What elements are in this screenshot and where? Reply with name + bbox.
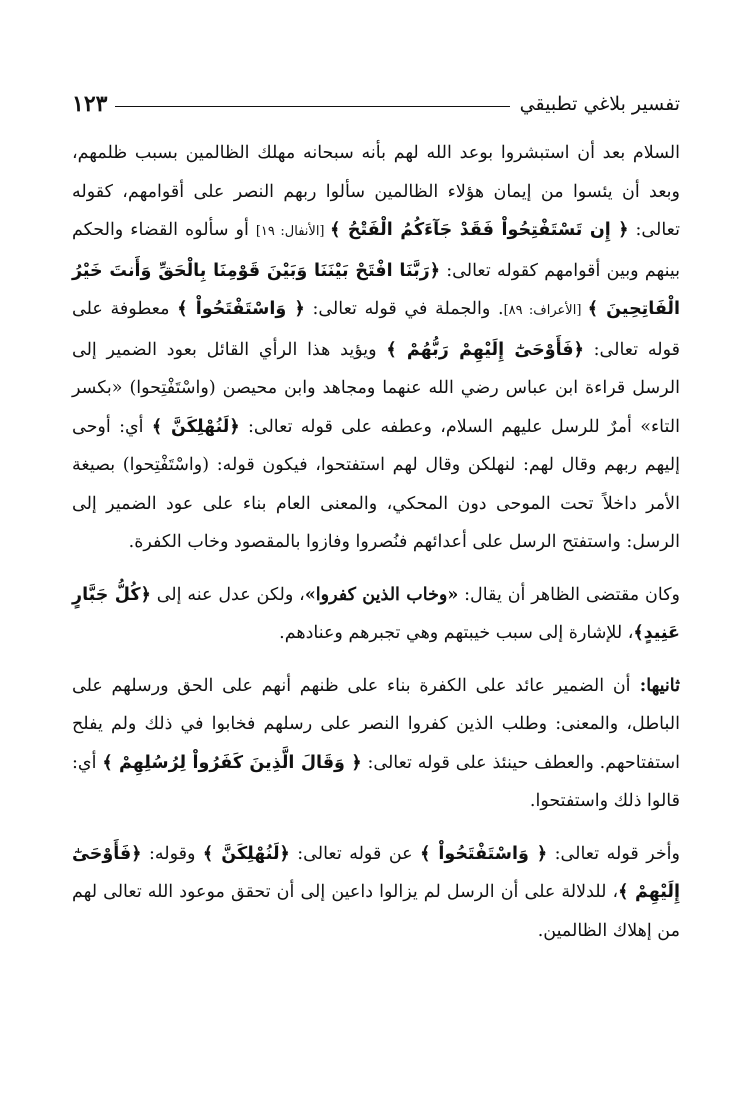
quran-verse: ﴿لَنُهْلِكَنَّ ﴾ — [151, 416, 240, 437]
verse-citation: [الأنفال: ١٩] — [255, 224, 331, 239]
quran-verse: ﴿فَأَوْحَىٰٓ إِلَيْهِمْ رَبُّهُمْ ﴾ — [386, 339, 584, 360]
quran-verse: ﴿ وَاسْتَفْتَحُواْ ﴾ — [420, 843, 548, 864]
quran-verse: ﴿ وَقَالَ الَّذِينَ كَفَرُواْ لِرُسُلِهِمْ ﴾ — [102, 752, 362, 773]
paragraph-3 — [72, 667, 680, 821]
text-run: أو سألوه القضاء والحكم بينهم وبين أقوامهم كقوله تعالى: — [72, 220, 681, 281]
paragraph-4 — [72, 835, 680, 951]
text-run: معطوفة على قوله تعالى: — [72, 299, 680, 360]
text-run: وقوله: — [141, 843, 203, 864]
paragraph-1 — [72, 134, 680, 562]
quran-verse: ﴿لَنُهْلِكَنَّ ﴾ — [202, 843, 290, 864]
section-lead: ثانيها: — [630, 675, 680, 696]
paragraph-2 — [72, 576, 680, 653]
text-run: ، للإشارة إلى سبب خيبتهم وهي تجبرهم وعنادهم. — [279, 623, 634, 643]
text-run: عن قوله تعالى: — [289, 843, 421, 864]
quoted-phrase: «وخاب الذين كفروا» — [304, 584, 459, 605]
quran-verse: ﴿فَأَوْحَىٰٓ إِلَيْهِمْ ﴾ — [72, 843, 680, 902]
quran-verse: ﴿ وَاسْتَفْتَحُواْ ﴾ — [177, 299, 305, 319]
quran-verse: ﴿رَبَّنَا افْتَحْ بَيْنَنَا وَبَيْنَ قَوْمِنَا بِالْحَقِّ وَأَنتَ خَيْرُ الْفَاتِحِينَ ﴾ — [72, 260, 680, 319]
text-run: وكان مقتضى الظاهر أن يقال: — [458, 584, 680, 605]
verse-citation: [الأعراف: ٨٩] — [503, 303, 588, 318]
quran-verse: ﴿ إِن تَسْتَفْتِحُواْ فَقَدْ جَآءَكُمُ الْفَتْحُ ﴾ — [330, 220, 629, 240]
text-run: أي: قالوا ذلك واستفتحوا. — [72, 752, 680, 811]
text-run: وأخر قوله تعالى: — [547, 843, 680, 864]
page-number: ١٢٣ — [72, 91, 108, 117]
text-run: ، للدلالة على أن الرسل لم يزالوا داعين إلى أن تحقق موعود الله تعالى لهم من إهلاك الظالمين. — [72, 882, 680, 941]
text-run: أن الضمير عائد على الكفرة بناء على ظنهم أنهم على الحق ورسلهم على الباطل، والمعنى: وطلب الذين كفروا النصر على رسلهم فخابوا في ذلك ولم يفلح استفتاحهم. والعطف حينئذ على قوله تعالى: — [72, 675, 681, 773]
text-run: السلام بعد أن استبشروا بوعد الله لهم بأنه سبحانه مهلك الظالمين بسبب ظلمهم، وبعد أن يئسوا من إيمان هؤلاء الظالمين سألوا ربهم النصر على أقوامهم، كقوله تعالى: — [72, 143, 680, 240]
page-body — [72, 134, 680, 964]
text-run: ، ولكن عدل عنه إلى — [150, 584, 305, 605]
running-header — [72, 82, 680, 116]
header-rule — [115, 106, 509, 107]
book-title: تفسير بلاغي تطبيقي — [519, 93, 680, 115]
text-run: ويؤيد هذا الرأي القائل بعود الضمير إلى الرسل قراءة ابن عباس رضي الله عنهما ومجاهد وابن محيصن (واسْتَفْتِحوا) «بكسر التاء» أمرٌ للرسل عليهم السلام، وعطفه على قوله تعالى: — [72, 339, 680, 437]
text-run: أي: أوحى إليهم ربهم وقال لهم: لنهلكن وقال لهم استفتحوا، فيكون قوله: (واسْتَفْتِحوا) بصيغة الأمر داخلاً تحت الموحى دون المحكي، والمعنى العام بناء على عود الضمير إلى الرسل: واستفتح الرسل على أعدائهم فنُصروا وفازوا بالمقصود وخاب الكفرة. — [72, 416, 680, 552]
quran-verse: ﴿كُلُّ جَبَّارٍ عَنِيدٍ﴾ — [72, 584, 680, 643]
text-run: . والجملة في قوله تعالى: — [304, 299, 504, 319]
